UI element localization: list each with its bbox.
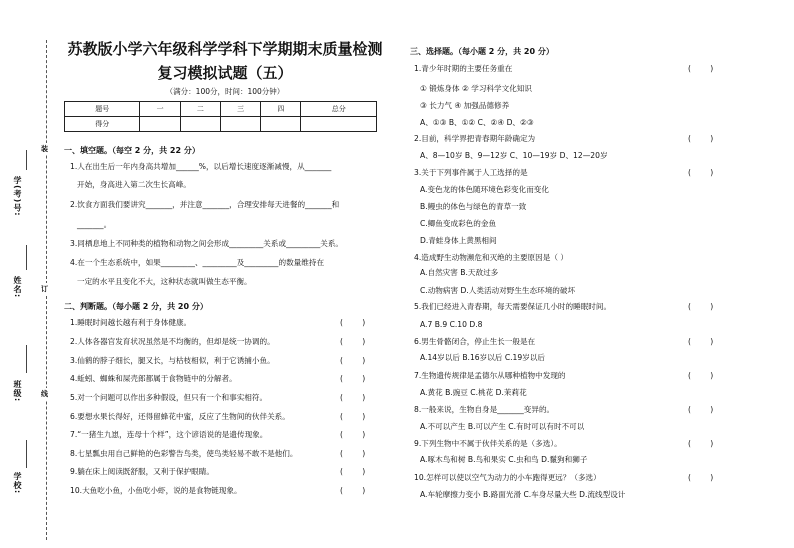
answer-paren[interactable]: ( ) (688, 168, 714, 177)
fill-question-line: 一定的水平且变化不大，这种状态就叫做生态平衡。 (77, 277, 252, 286)
choice-option: A.自然灾害 B.天敌过多 (420, 268, 499, 277)
judge-item: 7.“一猪生九崽，连母十个样”，这个谚语说的是遗传现象。 (70, 430, 268, 439)
choice-question: 6.男生骨骼闭合，停止生长一般是在 (414, 337, 536, 346)
answer-paren[interactable]: ( ) (688, 439, 714, 448)
section3-heading: 三、选择题。（每小题 2 分，共 20 分） (410, 47, 554, 56)
choice-option: A.黄花 B.豌豆 C.桃花 D.茉莉花 (420, 388, 527, 397)
score-table-header: 二 (180, 102, 220, 117)
choice-option: B.鳗虫的体色与绿色的青草一致 (420, 202, 527, 211)
choice-question: 8.一般来说，生物自身是_______变异的。 (414, 405, 555, 414)
score-cell[interactable] (261, 117, 301, 132)
judge-item: 3.仙鹤的脖子细长，腿又长，与枯枝相似，利于它诱捕小鱼。 (70, 356, 275, 365)
choice-question: 7.生物遗传规律是孟德尔从哪种植物中发现的 (414, 371, 566, 380)
score-table-header: 四 (261, 102, 301, 117)
choice-option: ③ 长力气 ④ 加强品德修养 (420, 101, 510, 110)
exam-title-line2: 复习模拟试题（五） (157, 64, 293, 82)
choice-question: 5.我们已经进入青春期，每天需要保证几小时的睡眠时间。 (414, 302, 612, 311)
section1-heading: 一、填空题。（每空 2 分，共 22 分） (64, 146, 200, 155)
score-cell[interactable] (140, 117, 180, 132)
judge-item: 4.蚯蚓、蜘蛛和屎壳郎都属于食物链中的分解者。 (70, 374, 237, 383)
choice-question: 1.青少年时期的主要任务重在 (414, 64, 513, 73)
judge-item: 9.躺在床上阅读既舒服，又利于保护眼睛。 (70, 467, 214, 476)
exam-subtitle: （满分：100分，时间：100分钟） (165, 87, 285, 96)
choice-option: A、①③ B、①② C、②④ D、②③ (420, 118, 534, 127)
choice-question: 10.怎样可以使以空气为动力的小车跑得更远？（多选） (414, 473, 601, 482)
class-label: 班级: (13, 380, 22, 403)
choice-option: C.鲫鱼变成彩色的金鱼 (420, 219, 497, 228)
answer-paren[interactable]: ( ) (688, 64, 714, 73)
score-table-header: 三 (220, 102, 260, 117)
score-cell[interactable] (301, 117, 377, 132)
bind-word-xian: 线 (41, 390, 48, 398)
class-line (26, 345, 27, 373)
bind-word-zhuang: 装 (41, 145, 48, 153)
fill-question-line: 3.同栖息地上不同种类的植物和动物之间会形成_________关系或_________关系。 (70, 239, 344, 248)
answer-paren[interactable]: ( ) (340, 486, 366, 495)
fill-question-line: 2.饮食方面我们要讲究_______，并注意_______，合理安排每天进餐的_______和 (70, 200, 340, 209)
choice-option: A.14岁以后 B.16岁以后 C.19岁以后 (420, 353, 545, 362)
choice-option: A.7 B.9 C.10 D.8 (420, 320, 483, 329)
answer-paren[interactable]: ( ) (340, 374, 366, 383)
student-id-line (26, 150, 27, 170)
answer-paren[interactable]: ( ) (340, 430, 366, 439)
choice-option: A.不可以产生 B.可以产生 C.有时可以有时不可以 (420, 422, 585, 431)
choice-option: ① 锻炼身体 ② 学习科学文化知识 (420, 84, 532, 93)
judge-item: 10.大鱼吃小鱼，小鱼吃小虾，说的是食物链现象。 (70, 486, 242, 495)
score-cell[interactable] (220, 117, 260, 132)
choice-option: C.动物病害 D.人类活动对野生生态环境的破坏 (420, 286, 576, 295)
choice-question: 2.目前，科学界把青春期年龄确定为 (414, 134, 536, 143)
judge-item: 2.人体各器官发育状况虽然是不均衡的，但却是统一协调的。 (70, 337, 275, 346)
answer-paren[interactable]: ( ) (688, 405, 714, 414)
answer-paren[interactable]: ( ) (688, 337, 714, 346)
answer-paren[interactable]: ( ) (688, 371, 714, 380)
exam-title-line1: 苏教版小学六年级科学学科下学期期末质量检测 (67, 40, 383, 58)
student-id-label: 学(考)号: (13, 176, 22, 217)
judge-item: 1.睡眠时间越长越有利于身体健康。 (70, 318, 192, 327)
answer-paren[interactable]: ( ) (340, 356, 366, 365)
answer-paren[interactable]: ( ) (340, 318, 366, 327)
score-cell[interactable] (180, 117, 220, 132)
school-line (26, 440, 27, 468)
choice-option: D.青蛙身体上黄黑相间 (420, 236, 497, 245)
judge-item: 5.对一个问题可以作出多种假设，但只有一个和事实相符。 (70, 393, 268, 402)
bind-word-ding: 订 (41, 285, 48, 293)
score-table-header: 总分 (301, 102, 377, 117)
answer-paren[interactable]: ( ) (688, 134, 714, 143)
answer-paren[interactable]: ( ) (340, 449, 366, 458)
choice-option: A.啄木鸟和树 B.鸟和果实 C.虫和鸟 D.鬣狗和狮子 (420, 455, 588, 464)
choice-question: 3.关于下列事件属于人工选择的是 (414, 168, 528, 177)
fill-question-line: 开始，身高进入第二次生长高峰。 (77, 180, 191, 189)
name-label: 姓名: (13, 276, 22, 299)
answer-paren[interactable]: ( ) (340, 412, 366, 421)
fill-question-line: _______。 (77, 220, 112, 229)
answer-paren[interactable]: ( ) (340, 393, 366, 402)
score-table-header: 题号 (65, 102, 140, 117)
binding-margin (0, 0, 54, 548)
choice-question: 9.下列生物中不属于伙伴关系的是（多选）。 (414, 439, 562, 448)
score-table-score-row (65, 117, 377, 132)
name-line (26, 245, 27, 270)
choice-option: A.变色龙的体色随环境色彩变化而变化 (420, 185, 549, 194)
answer-paren[interactable]: ( ) (688, 473, 714, 482)
answer-paren[interactable]: ( ) (340, 467, 366, 476)
choice-option: A、8—10岁 B、9—12岁 C、10—19岁 D、12—20岁 (420, 151, 608, 160)
choice-question: 4.造成野生动物濒危和灭绝的主要原因是（ ） (414, 253, 568, 262)
judge-item: 6.要想水果长得好，还得留蜂花中蜜，反应了生物间的伙伴关系。 (70, 412, 290, 421)
fill-question-line: 4.在一个生态系统中，如果_________、_________及_________的数量维持在 (70, 258, 325, 267)
choice-option: A.车轮摩擦力变小 B.路面光滑 C.车身尽量大些 D.流线型设计 (420, 490, 626, 499)
judge-item: 8.七星瓢虫用自己鲜艳的色彩警告鸟类，使鸟类轻易不敢不是他们。 (70, 449, 298, 458)
score-table (64, 101, 377, 132)
score-table-header: 一 (140, 102, 180, 117)
score-table-header-row (65, 102, 377, 117)
answer-paren[interactable]: ( ) (340, 337, 366, 346)
section2-heading: 二、判断题。（每小题 2 分，共 20 分） (64, 302, 208, 311)
school-label: 学校: (13, 472, 22, 495)
score-row-label: 得分 (65, 117, 140, 132)
answer-paren[interactable]: ( ) (688, 302, 714, 311)
fill-question-line: 1.人在出生后一年内身高共增加______%，以后增长速度逐渐减慢，从_______ (70, 162, 332, 171)
